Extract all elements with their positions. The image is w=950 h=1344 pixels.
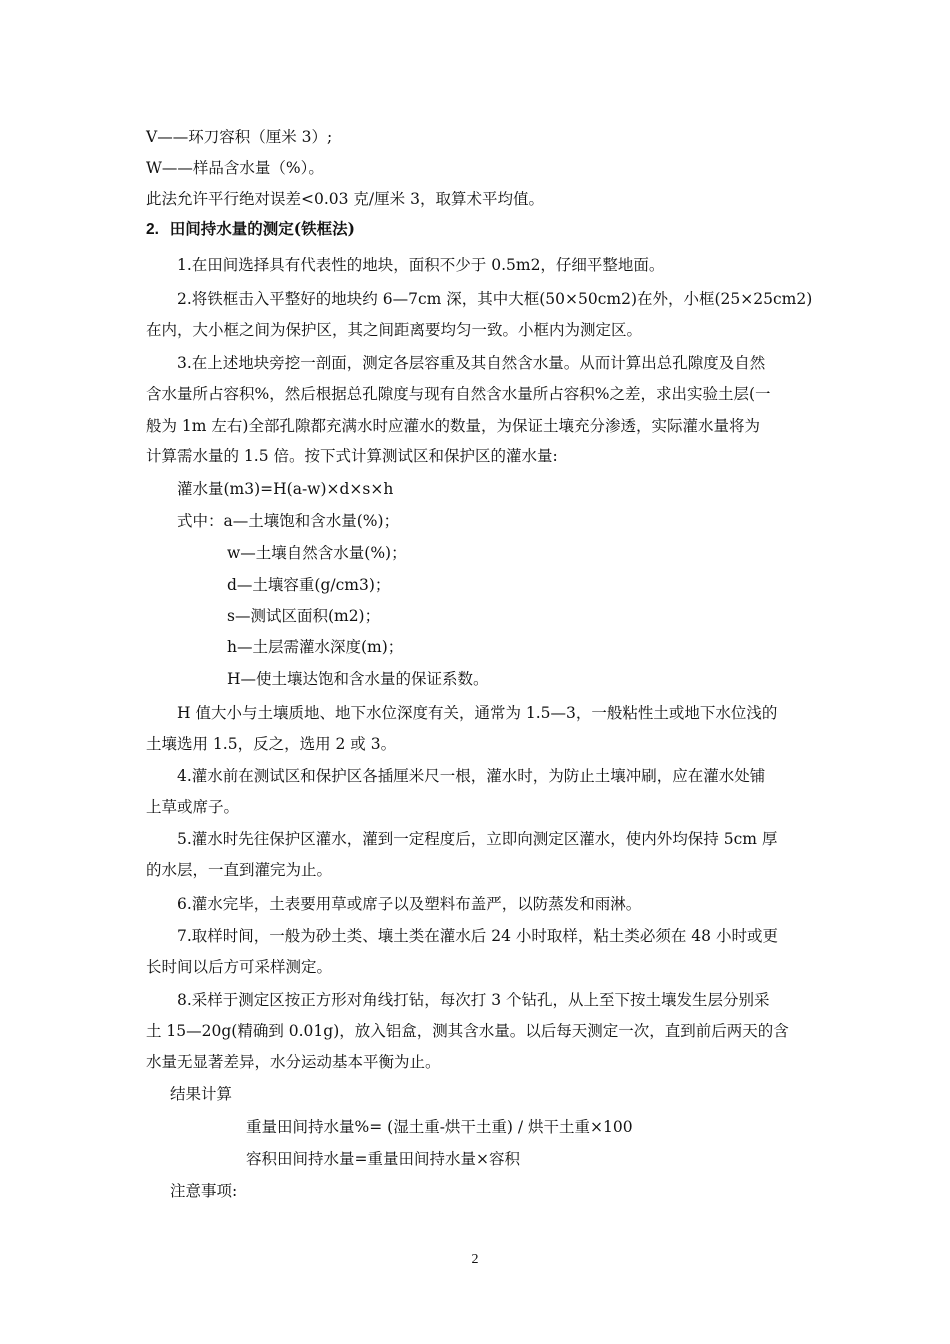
section-number: 2. [146, 221, 159, 238]
text-line: 此法允许平行绝对误差<0.03 克/厘米 3，取算术平均值。 [146, 190, 544, 208]
text-line: 2.将铁框击入平整好的地块约 6—7cm 深，其中大框(50×50cm2)在外，小框(25×25cm2) [177, 290, 813, 308]
definition-line: w—土壤自然含水量(%)； [227, 544, 407, 562]
formula-line: 灌水量(m3)=H(a-w)×d×s×h [177, 480, 394, 498]
text-line: 上草或席子。 [146, 798, 240, 816]
text-line: 5.灌水时先往保护区灌水，灌到一定程度后，立即向测定区灌水，使内外均保持 5cm 厚 [177, 830, 778, 848]
text-line: 7.取样时间，一般为砂土类、壤土类在灌水后 24 小时取样，粘土类必须在 48 小时或更 [177, 927, 778, 945]
text-line: 含水量所占容积%，然后根据总孔隙度与现有自然含水量所占容积%之差，求出实验土层(一 [146, 385, 771, 403]
page-number: 2 [471, 1252, 479, 1267]
text-line: 6.灌水完毕，土表要用草或席子以及塑料布盖严，以防蒸发和雨淋。 [177, 895, 642, 913]
text-line: 长时间以后方可采样测定。 [146, 958, 333, 976]
subheading: 注意事项: [170, 1182, 238, 1200]
text-line: 8.采样于测定区按正方形对角线打钻，每次打 3 个钻孔，从上至下按土壤发生层分别采 [177, 991, 770, 1009]
text-line: 在内，大小框之间为保护区，其之间距离要均匀一致。小框内为测定区。 [146, 321, 643, 339]
text-line: 3.在上述地块旁挖一剖面，测定各层容重及其自然含水量。从而计算出总孔隙度及自然 [177, 354, 766, 372]
section-heading [146, 219, 355, 240]
text-line: V——环刀容积（厘米 3）; [146, 128, 333, 146]
definition-line: h—土层需灌水深度(m)； [227, 638, 404, 656]
formula-line: 容积田间持水量=重量田间持水量×容积 [246, 1150, 520, 1168]
definition-line: H—使土壤达饱和含水量的保证系数。 [227, 670, 489, 688]
definition-line: s—测试区面积(m2)； [227, 607, 381, 625]
text-line: 1.在田间选择具有代表性的地块，面积不少于 0.5m2，仔细平整地面。 [177, 256, 665, 274]
text-line: 土壤选用 1.5，反之，选用 2 或 3。 [146, 735, 397, 753]
subheading: 结果计算 [170, 1085, 233, 1103]
text-line: 4.灌水前在测试区和保护区各插厘米尺一根，灌水时，为防止土壤冲刷，应在灌水处铺 [177, 767, 766, 785]
definition-line: d—土壤容重(g/cm3)； [227, 576, 391, 594]
text-line: W——样品含水量（%）。 [146, 159, 324, 177]
text-line: H 值大小与土壤质地、地下水位深度有关，通常为 1.5—3，一般粘性土或地下水位浅的 [177, 704, 778, 722]
text-line: 的水层，一直到灌完为止。 [146, 861, 333, 879]
formula-line: 重量田间持水量%= (湿土重-烘干土重) / 烘干土重×100 [246, 1118, 633, 1136]
text-line: 水量无显著差异，水分运动基本平衡为止。 [146, 1053, 441, 1071]
definition-line: 式中：a—土壤饱和含水量(%)； [177, 512, 400, 530]
section-title: 田间持水量的测定(铁框法) [169, 219, 355, 238]
text-line: 计算需水量的 1.5 倍。按下式计算测试区和保护区的灌水量: [146, 447, 558, 465]
text-line: 土 15—20g(精确到 0.01g)，放入铝盒，测其含水量。以后每天测定一次，直到前后两天的含 [146, 1022, 789, 1040]
text-line: 般为 1m 左右)全部孔隙都充满水时应灌水的数量，为保证土壤充分渗透，实际灌水量将为 [146, 417, 760, 435]
